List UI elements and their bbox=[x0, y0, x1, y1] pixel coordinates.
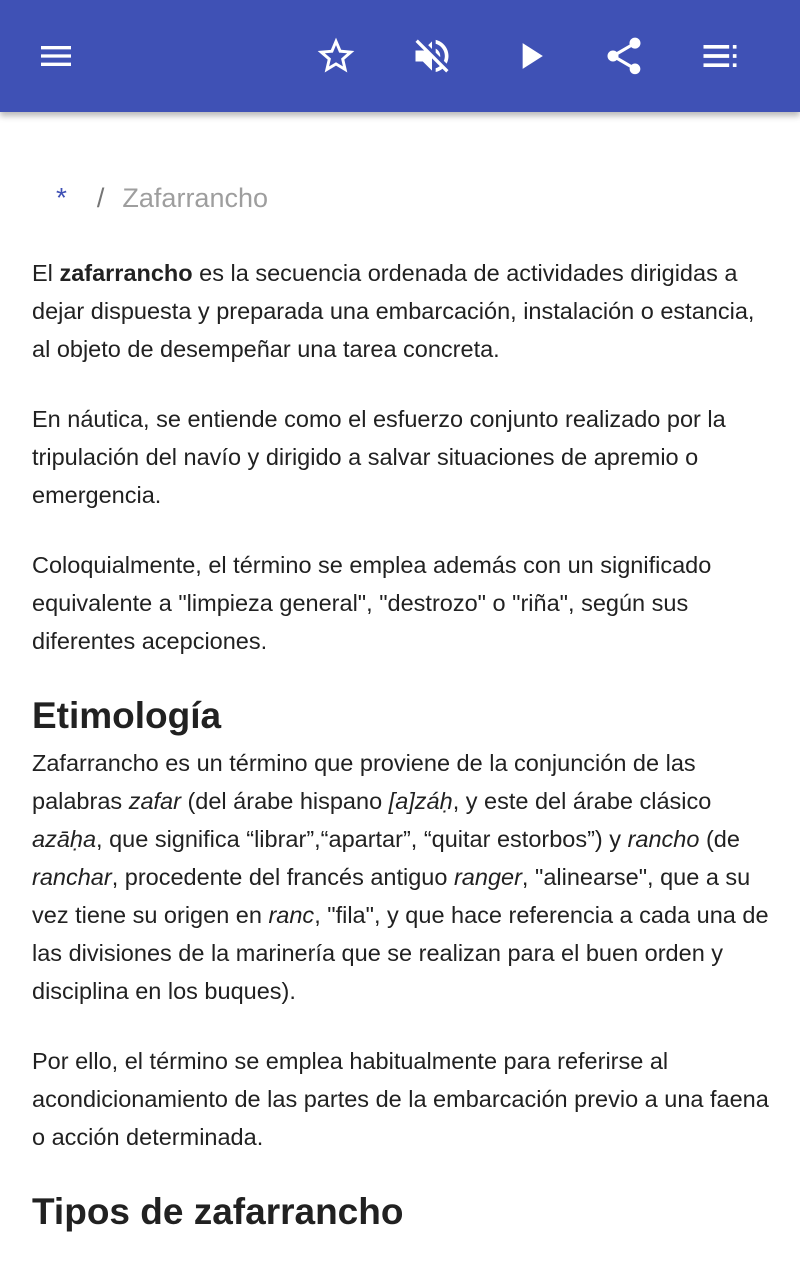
intro-text-start: El bbox=[32, 260, 60, 286]
etymology-term: ranc bbox=[268, 902, 315, 928]
play-button[interactable] bbox=[502, 28, 558, 84]
etymology-term: ranger bbox=[453, 864, 522, 890]
etymology-text: , y este del árabe clásico bbox=[452, 788, 712, 814]
etymology-term: rancho bbox=[627, 826, 700, 852]
colloquial-paragraph: Coloquialmente, el término se emplea además con un significado equivalente a "limpieza general", "destrozo" o "riña", según sus diferentes acepciones. bbox=[32, 552, 712, 654]
play-icon bbox=[508, 34, 552, 78]
types-heading: Tipos de zafarrancho bbox=[32, 1191, 404, 1232]
etymology-term: azāḥa bbox=[32, 826, 97, 852]
star-outline-icon bbox=[314, 34, 358, 78]
menu-icon bbox=[36, 36, 76, 76]
share-button[interactable] bbox=[596, 28, 652, 84]
etymology-heading: Etimología bbox=[32, 695, 222, 736]
etymology-text: , "alinearse", que a su vez tiene su origen en bbox=[32, 864, 751, 928]
usage-paragraph: Por ello, el término se emplea habitualmente para referirse al acondicionamiento de las partes de la embarcación previo a una faena o acción determinada. bbox=[32, 1048, 769, 1150]
etymology-text: (del árabe hispano bbox=[180, 788, 389, 814]
intro-text-rest: es la secuencia ordenada de actividades dirigidas a dejar dispuesta y preparada una embarcación, instalación o estancia, al objeto de desempeñar una tarea concreta. bbox=[32, 260, 755, 362]
playlist-icon bbox=[698, 34, 742, 78]
mute-button[interactable] bbox=[404, 28, 460, 84]
share-icon bbox=[602, 34, 646, 78]
etymology-paragraph bbox=[32, 744, 776, 1010]
breadcrumb bbox=[56, 178, 268, 218]
etymology-text: , procedente del francés antiguo bbox=[111, 864, 454, 890]
etymology-text: Zafarrancho es un término que proviene de la conjunción de las palabras bbox=[32, 750, 696, 814]
intro-term: zafarrancho bbox=[59, 260, 193, 286]
etymology-term: ranchar bbox=[32, 864, 112, 890]
menu-button[interactable] bbox=[28, 28, 84, 84]
etymology-text: (de bbox=[699, 826, 740, 852]
etymology-text: , "fila", y que hace referencia a cada una de las divisiones de la marinería que se realizan para el buen orden y disciplina en los buques). bbox=[32, 902, 769, 1004]
etymology-term: [a]záḥ bbox=[388, 788, 453, 814]
breadcrumb-current: Zafarrancho bbox=[122, 183, 268, 213]
breadcrumb-separator: / bbox=[96, 183, 105, 213]
contents-button[interactable] bbox=[692, 28, 748, 84]
volume-off-icon bbox=[410, 34, 454, 78]
favorite-button[interactable] bbox=[308, 28, 364, 84]
app-toolbar bbox=[0, 0, 800, 112]
intro-paragraph bbox=[32, 254, 776, 368]
nautical-paragraph: En náutica, se entiende como el esfuerzo conjunto realizado por la tripulación del navío y dirigido a salvar situaciones de apremio o emergencia. bbox=[32, 406, 726, 508]
etymology-text: , que significa “librar”,“apartar”, “quitar estorbos”) y bbox=[96, 826, 628, 852]
article-body bbox=[32, 254, 776, 1240]
breadcrumb-home-link[interactable]: * bbox=[56, 182, 67, 213]
etymology-term: zafar bbox=[128, 788, 181, 814]
article-content bbox=[0, 112, 800, 1280]
